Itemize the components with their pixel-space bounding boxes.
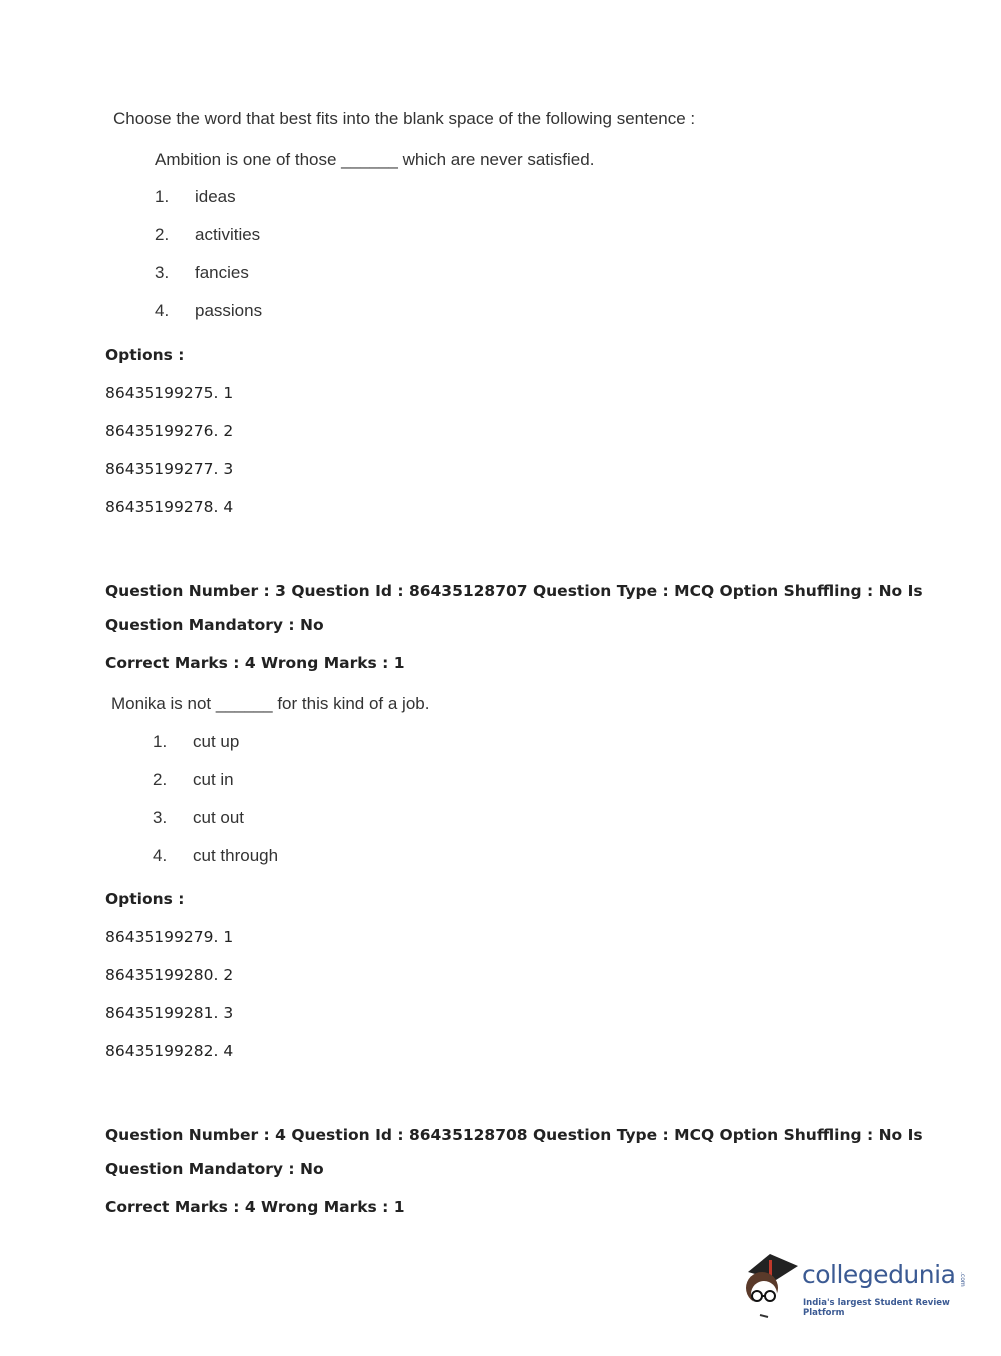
options-label: Options : [105, 346, 185, 364]
option-id: 86435199280. 2 [105, 966, 234, 984]
choice-number: 1. [153, 732, 168, 751]
choice-text: cut in [193, 770, 234, 789]
question-sentence: Monika is not ______ for this kind of a job. [111, 694, 430, 713]
choice-text: cut out [193, 808, 245, 827]
choice-number: 4. [153, 846, 168, 865]
option-id: 86435199277. 3 [105, 460, 234, 478]
question-header: Question Number : 4 Question Id : 86435128708 Question Type : MCQ Option Shuffling : No Is [105, 1126, 923, 1144]
question-instruction: Choose the word that best fits into the blank space of the following sentence : [113, 109, 696, 128]
choice-number: 2. [153, 770, 168, 789]
options-label: Options : [105, 890, 185, 908]
choice-number: 1. [155, 187, 170, 206]
choice [155, 187, 236, 207]
choice-text: ideas [195, 187, 236, 206]
choice-text: fancies [195, 263, 249, 282]
option-id: 86435199281. 3 [105, 1004, 234, 1022]
question-marks: Correct Marks : 4 Wrong Marks : 1 [105, 654, 405, 672]
choice [155, 263, 249, 283]
question-mandatory: Question Mandatory : No [105, 616, 324, 634]
question-sentence: Ambition is one of those ______ which are never satisfied. [155, 150, 595, 169]
choice [155, 225, 260, 245]
choice-text: activities [195, 225, 261, 244]
question-marks: Correct Marks : 4 Wrong Marks : 1 [105, 1198, 405, 1216]
logo-name: collegedunia [802, 1260, 956, 1289]
option-id: 86435199278. 4 [105, 498, 234, 516]
option-id: 86435199275. 1 [105, 384, 234, 402]
choice [153, 770, 234, 790]
choice-text: cut up [193, 732, 240, 751]
option-id: 86435199282. 4 [105, 1042, 234, 1060]
question-header: Question Number : 3 Question Id : 86435128707 Question Type : MCQ Option Shuffling : No Is [105, 582, 923, 600]
choice-text: cut through [193, 846, 279, 865]
choice-number: 2. [155, 225, 170, 244]
logo-tagline: India's largest Student Review Platform [803, 1298, 950, 1318]
logo-suffix: .com [959, 1272, 966, 1287]
choice-number: 4. [155, 301, 170, 320]
option-id: 86435199279. 1 [105, 928, 234, 946]
choice-number: 3. [153, 808, 168, 827]
choice [153, 846, 278, 866]
choice [153, 808, 244, 828]
choice-number: 3. [155, 263, 170, 282]
question-mandatory: Question Mandatory : No [105, 1160, 324, 1178]
choice [153, 732, 239, 752]
mascot-icon [740, 1250, 802, 1320]
collegedunia-logo [740, 1250, 970, 1320]
choice [155, 301, 262, 321]
choice-text: passions [195, 301, 263, 320]
option-id: 86435199276. 2 [105, 422, 234, 440]
